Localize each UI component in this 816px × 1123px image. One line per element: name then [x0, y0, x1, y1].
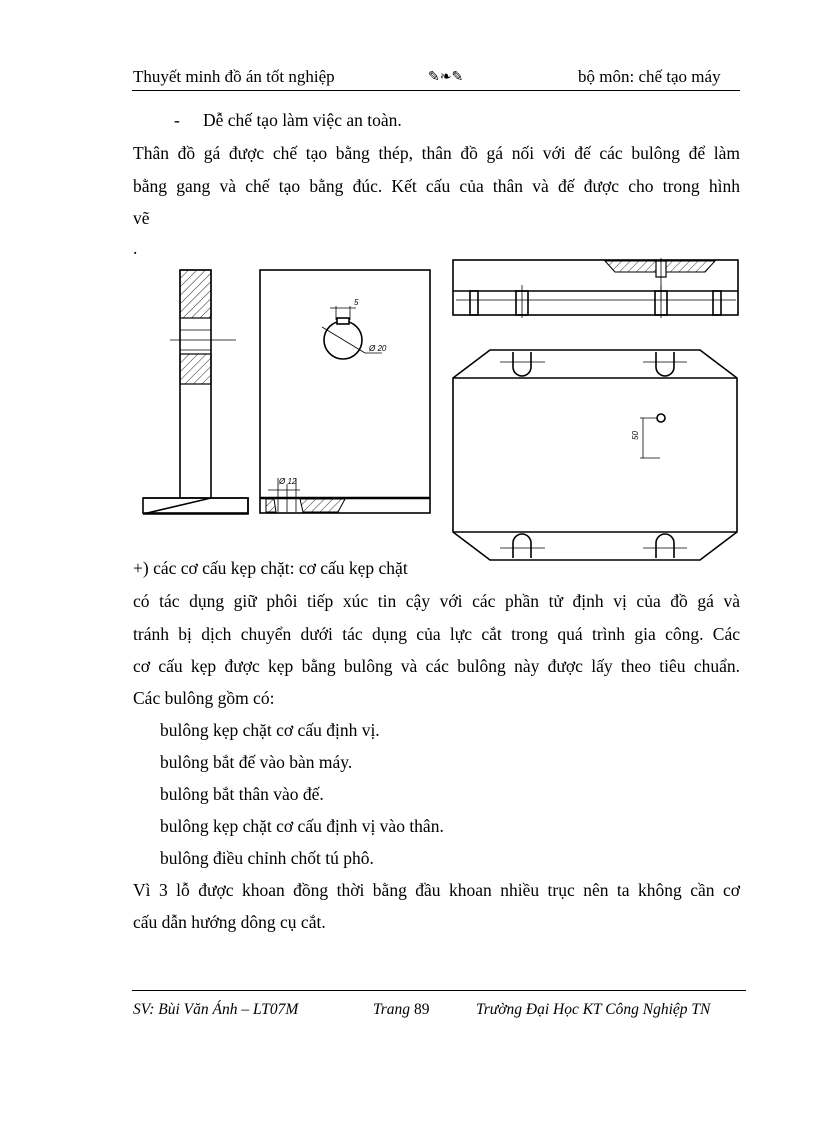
bullet-text: Dễ chế tạo làm việc an toàn. — [203, 110, 402, 130]
list-item: bulông điều chỉnh chốt tú phô. — [160, 848, 374, 868]
para3-line1: Vì 3 lỗ được khoan đồng thời bằng đầu khoan nhiều trục nên ta không cần cơ — [133, 880, 740, 900]
list-item: bulông kẹp chặt cơ cấu định vị vào thân. — [160, 816, 444, 836]
para2-line1: có tác dụng giữ phôi tiếp xúc tin cậy với các phần tử định vị của đồ gá và — [133, 591, 740, 611]
footer-rule — [132, 990, 746, 991]
list-item: bulông bắt đế vào bàn máy. — [160, 752, 353, 772]
para1-line2: bằng gang và chế tạo bằng đúc. Kết cấu của thân và đế được cho trong hình — [133, 176, 740, 196]
para3-line2: cấu dẫn hướng dông cụ cắt. — [133, 912, 326, 932]
footer-page-number: 89 — [413, 1001, 430, 1018]
dim-hole: Ø 20 — [369, 344, 387, 353]
para1-line1: Thân đồ gá được chế tạo bằng thép, thân đồ gá nối với đế các bulông để làm — [133, 143, 740, 163]
dim-slot: 5 — [354, 298, 359, 307]
bullet-dash: - — [174, 110, 180, 130]
clamp-intro: +) các cơ cấu kẹp chặt: cơ cấu kẹp chặt — [133, 558, 408, 578]
dim-pin: Ø 12 — [279, 477, 297, 486]
para2-line3: cơ cấu kẹp được kẹp bằng bulông và các bulông này được lấy theo tiêu chuẩn. — [133, 656, 740, 676]
dot-mark: . — [133, 238, 138, 258]
para2-line2: tránh bị dịch chuyển dưới tác dụng của lực cắt trong quá trình gia công. Các — [133, 624, 740, 644]
dim-base: 50 — [631, 431, 640, 440]
header-rule — [132, 90, 740, 91]
footer-page — [373, 1001, 429, 1019]
list-item: bulông bắt thân vào đế. — [160, 784, 324, 804]
footer-author: SV: Bùi Văn Ánh – LT07M — [133, 1001, 299, 1018]
plan-view — [453, 350, 737, 560]
header-title: Thuyết minh đồ án tốt nghiệp — [133, 67, 335, 86]
header-department: bộ môn: chế tạo máy — [578, 67, 721, 86]
header-ornament-icon: ✎❧✎ — [428, 69, 464, 85]
list-item: bulông kẹp chặt cơ cấu định vị. — [160, 720, 380, 740]
footer-school: Trường Đại Học KT Công Nghiệp TN — [476, 1001, 711, 1018]
para1-line3: vẽ — [133, 208, 150, 228]
fixture-drawing — [0, 255, 816, 565]
top-view — [453, 258, 738, 318]
list-intro: Các bulông gồm có: — [133, 688, 275, 708]
side-view — [143, 270, 248, 514]
footer-page-label: Trang — [373, 1001, 411, 1018]
